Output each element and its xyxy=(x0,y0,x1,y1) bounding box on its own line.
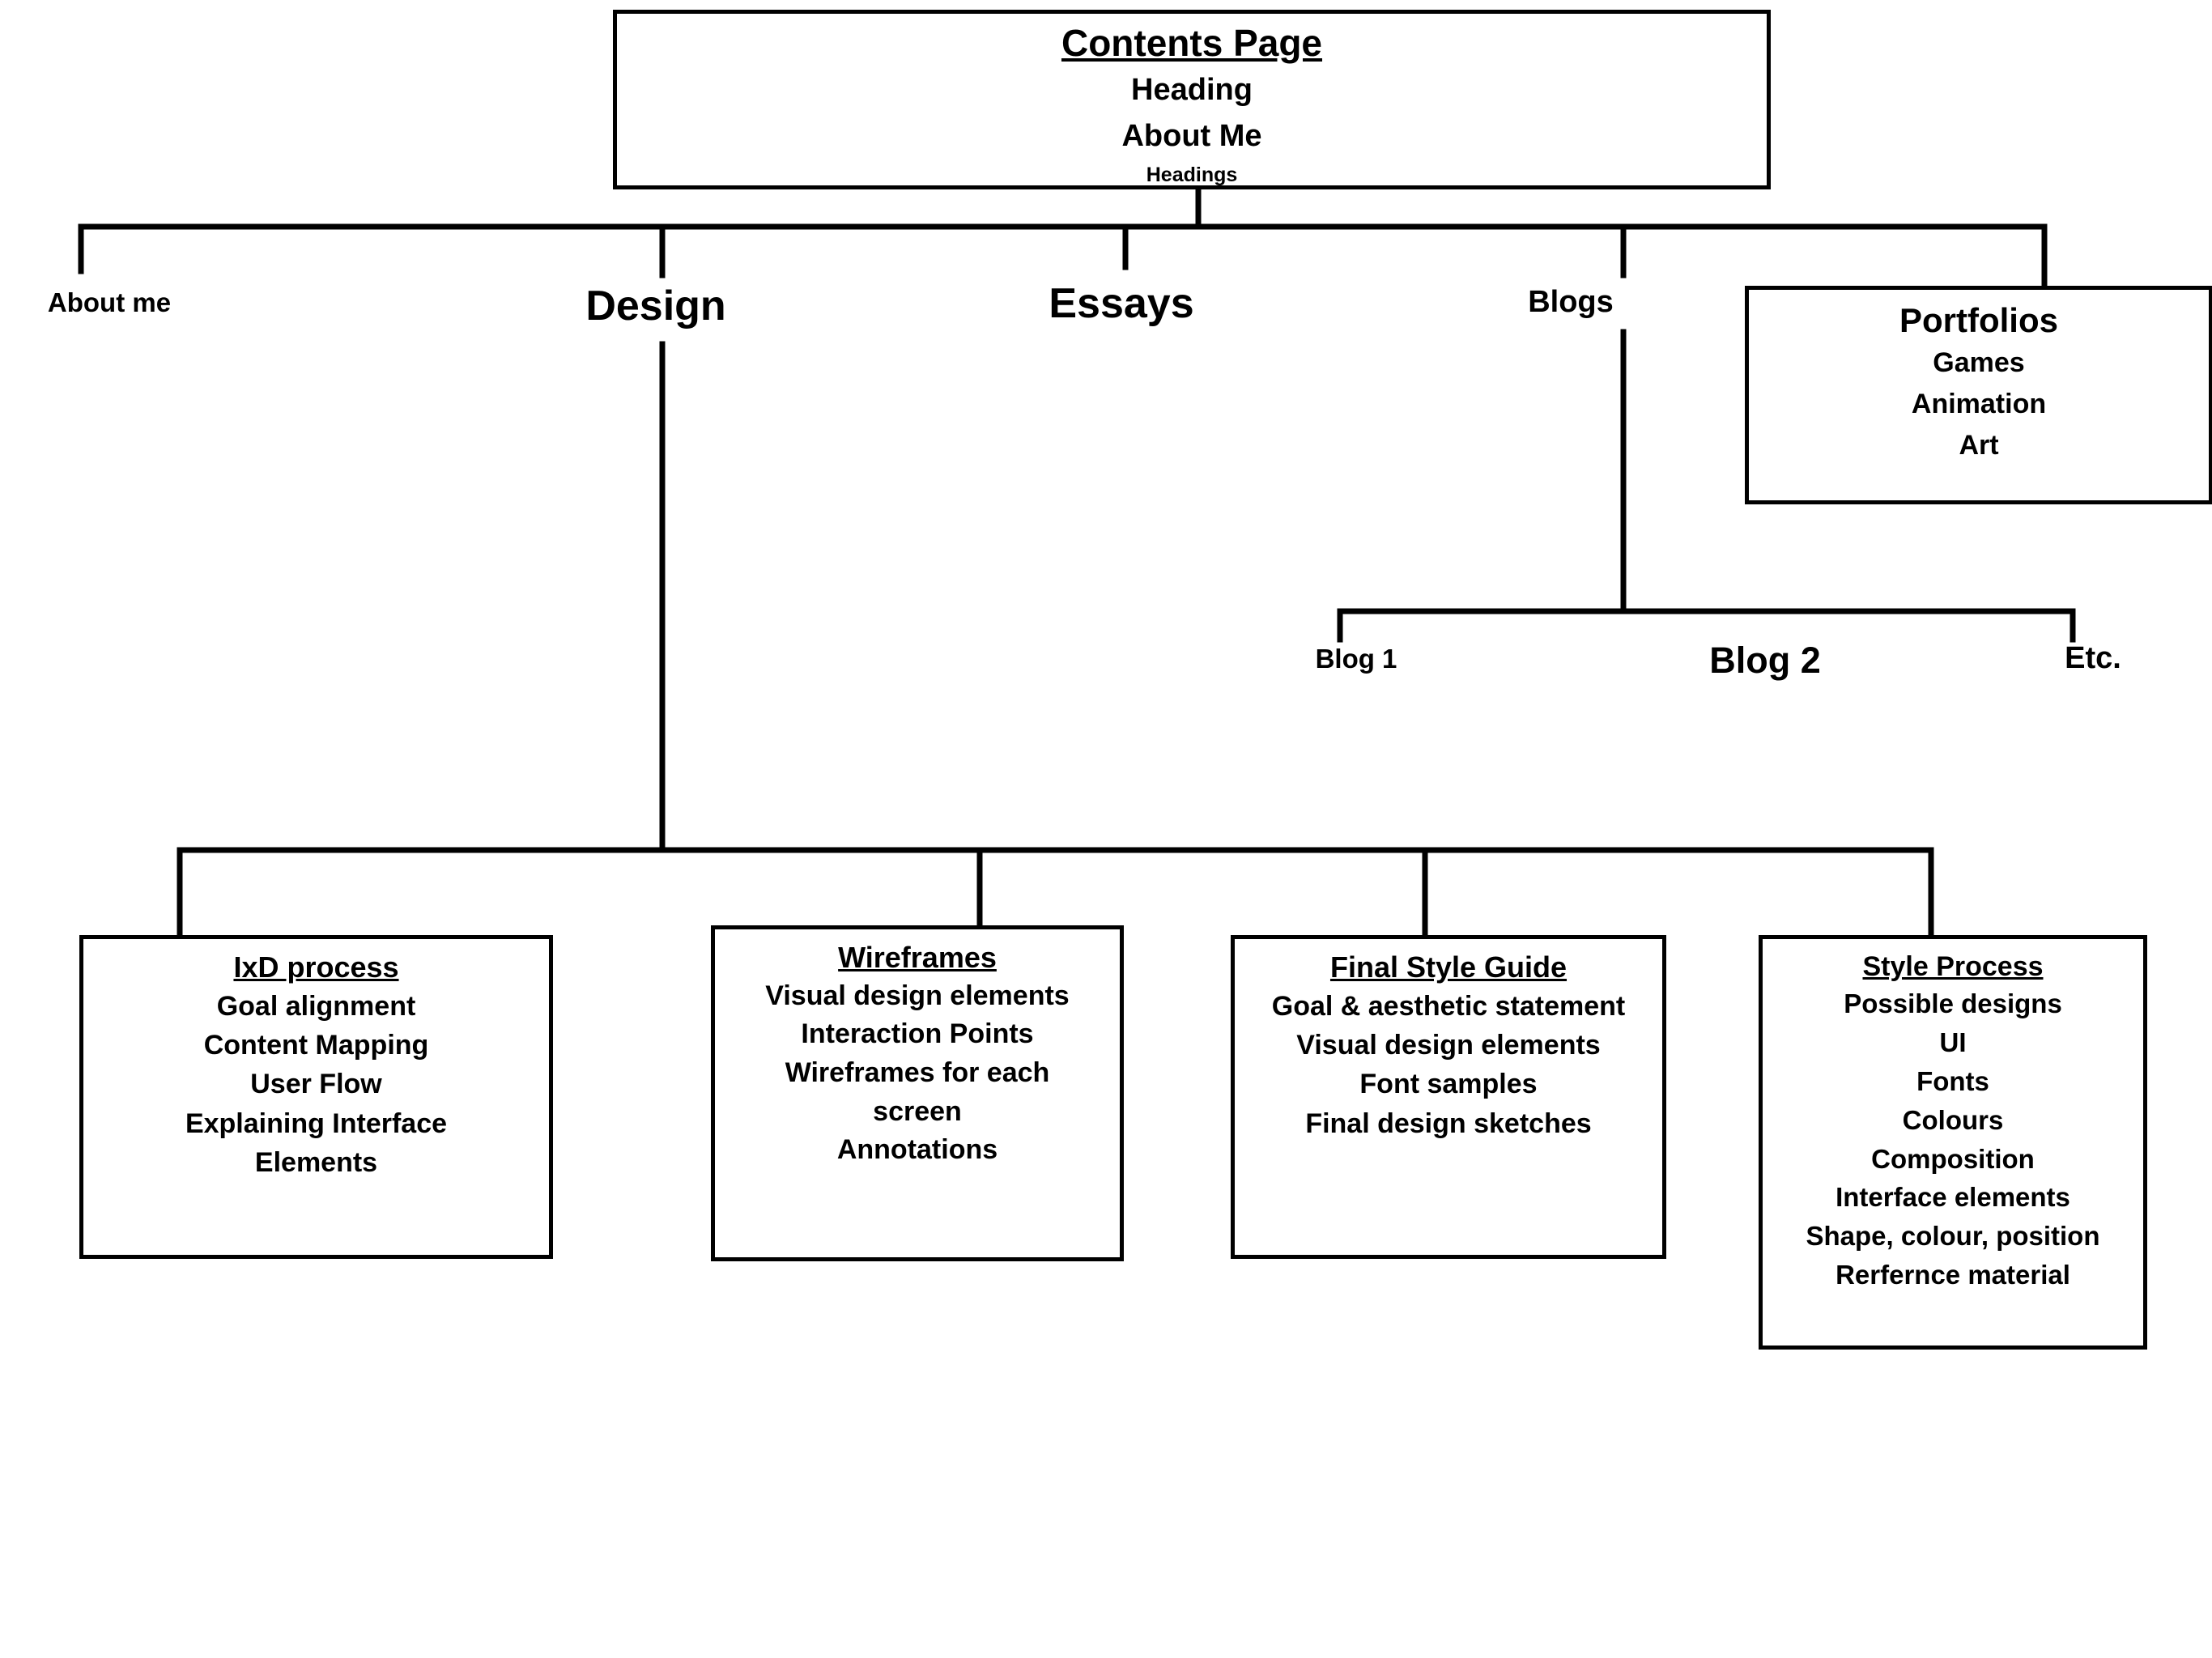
node-line: Final design sketches xyxy=(1305,1107,1592,1139)
node-line-games: Games xyxy=(1933,346,2025,378)
node-blog-2[interactable]: Blog 2 xyxy=(1709,640,1821,681)
node-line-about-me: About Me xyxy=(1121,119,1262,154)
node-line-headings: Headings xyxy=(1146,164,1238,187)
node-line: Explaining Interface xyxy=(185,1107,448,1139)
node-line: Colours xyxy=(1902,1104,2004,1135)
node-line: Content Mapping xyxy=(203,1030,429,1061)
node-line: Interface elements xyxy=(1836,1182,2070,1213)
node-line: Font samples xyxy=(1359,1069,1538,1100)
node-style-process[interactable] xyxy=(1759,935,2147,1350)
node-blogs[interactable]: Blogs xyxy=(1528,285,1614,319)
node-line: Goal & aesthetic statement xyxy=(1271,990,1626,1022)
node-essays[interactable]: Essays xyxy=(1049,280,1194,327)
node-line: UI xyxy=(1939,1027,1967,1058)
node-line: User Flow xyxy=(250,1069,382,1100)
node-line: Wireframes for each xyxy=(785,1056,1050,1088)
node-line: Visual design elements xyxy=(1296,1030,1601,1061)
node-line: Composition xyxy=(1871,1143,2035,1174)
node-blog-1[interactable]: Blog 1 xyxy=(1315,644,1397,674)
node-wireframes[interactable] xyxy=(711,925,1124,1261)
node-design[interactable]: Design xyxy=(585,283,726,329)
node-portfolios[interactable] xyxy=(1745,286,2212,504)
node-title: Style Process xyxy=(1862,951,2044,982)
node-blog-etc[interactable]: Etc. xyxy=(2065,641,2121,675)
node-line-heading: Heading xyxy=(1131,72,1253,107)
node-ixd-process[interactable] xyxy=(79,935,553,1259)
node-line: Interaction Points xyxy=(801,1018,1034,1050)
node-line: Goal alignment xyxy=(216,990,416,1022)
node-title: IxD process xyxy=(233,950,399,984)
node-line: Fonts xyxy=(1916,1065,1989,1096)
node-title: Contents Page xyxy=(1061,22,1323,64)
node-line: screen xyxy=(873,1095,962,1127)
node-line: Rerfernce material xyxy=(1836,1260,2070,1290)
node-title: Wireframes xyxy=(838,941,997,974)
node-line: Annotations xyxy=(836,1134,998,1166)
node-line: Elements xyxy=(254,1146,378,1178)
node-line-animation: Animation xyxy=(1911,388,2047,419)
node-line: Shape, colour, position xyxy=(1806,1221,2100,1252)
node-title: Portfolios xyxy=(1899,301,2058,339)
node-line: Visual design elements xyxy=(765,980,1070,1011)
node-final-style-guide[interactable] xyxy=(1231,935,1666,1259)
node-about-me[interactable]: About me xyxy=(47,287,172,317)
node-title: Final Style Guide xyxy=(1329,950,1568,984)
node-line: Possible designs xyxy=(1844,988,2062,1019)
node-contents-page[interactable] xyxy=(613,10,1771,189)
node-line-art: Art xyxy=(1959,429,1999,461)
